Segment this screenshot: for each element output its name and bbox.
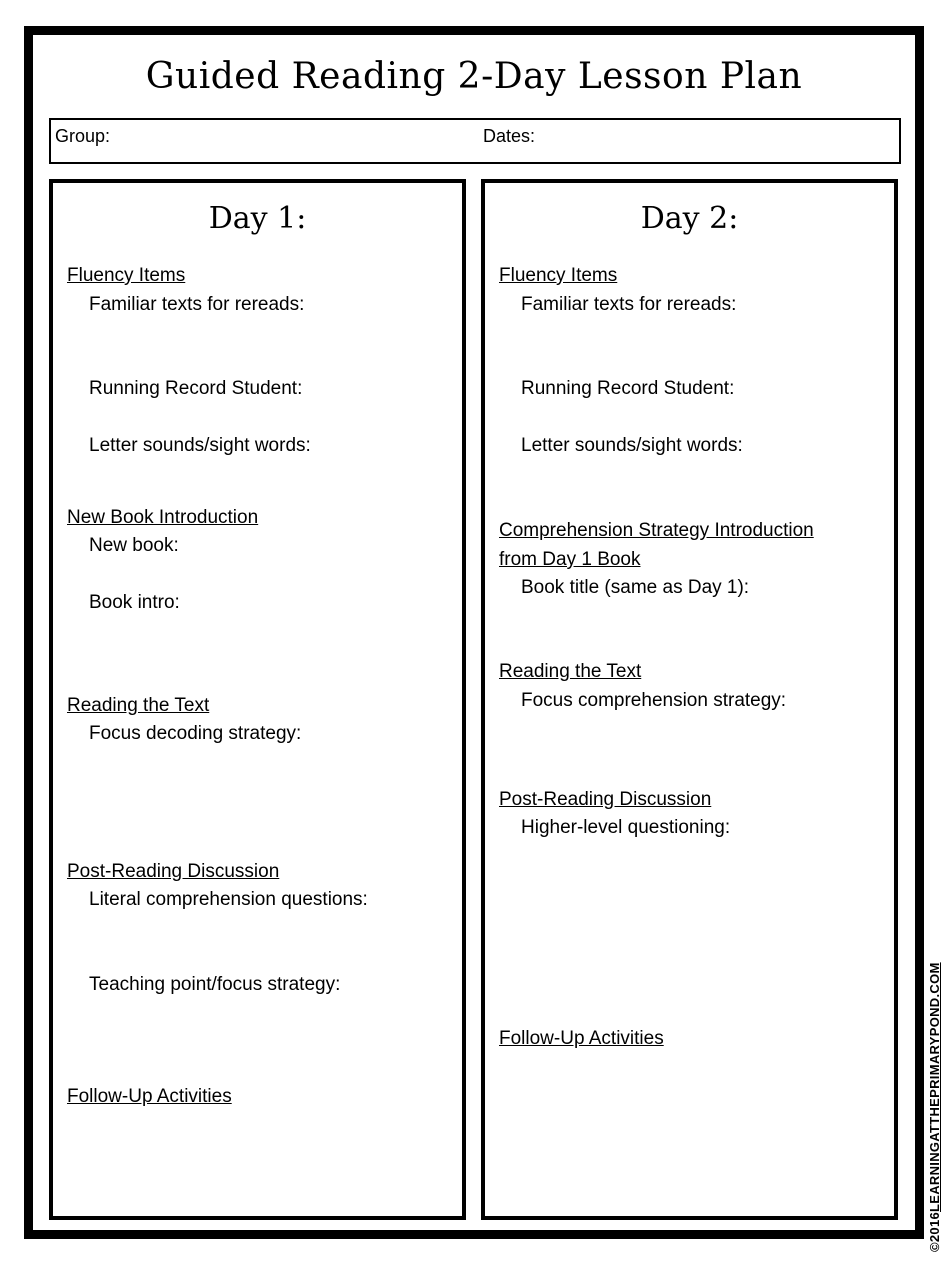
day-2-familiar-texts: Familiar texts for rereads: — [521, 294, 737, 315]
day-2-letter-sounds: Letter sounds/sight words: — [521, 435, 743, 456]
day-1-teaching-point: Teaching point/focus strategy: — [89, 974, 341, 995]
day-1-reading-heading: Reading the Text — [67, 695, 210, 716]
day-1-familiar-texts: Familiar texts for rereads: — [89, 294, 305, 315]
day-2-comprehension-heading-line1: Comprehension Strategy Introduction — [499, 520, 814, 541]
day-1-fluency-heading: Fluency Items — [67, 265, 186, 286]
day-2-higher-level-questioning: Higher-level questioning: — [521, 817, 731, 838]
group-dates-box — [49, 118, 901, 164]
day-2-focus-comprehension: Focus comprehension strategy: — [521, 690, 787, 711]
day-2-heading: Day 2: — [640, 201, 739, 236]
day-1-heading: Day 1: — [208, 201, 307, 236]
day-1-focus-decoding: Focus decoding strategy: — [89, 723, 302, 744]
day-2-reading-heading: Reading the Text — [499, 661, 642, 682]
day-2-fluency-heading: Fluency Items — [499, 265, 618, 286]
day-2-column — [481, 179, 898, 1220]
day-2-comprehension-heading-line2: from Day 1 Book — [499, 549, 641, 570]
copyright-year: ©2016 — [927, 1212, 942, 1252]
day-1-literal-questions: Literal comprehension questions: — [89, 889, 368, 910]
day-1-new-book: New book: — [89, 535, 179, 556]
day-1-follow-up-heading: Follow-Up Activities — [67, 1086, 232, 1107]
day-1-column — [49, 179, 466, 1220]
group-label: Group: — [55, 126, 111, 146]
day-1-new-book-heading: New Book Introduction — [67, 507, 259, 528]
day-2-running-record: Running Record Student: — [521, 378, 735, 399]
day-2-follow-up-heading: Follow-Up Activities — [499, 1028, 664, 1049]
page-title: Guided Reading 2-Day Lesson Plan — [145, 56, 803, 97]
day-1-letter-sounds: Letter sounds/sight words: — [89, 435, 311, 456]
copyright-site: LEARNINGATTHEPRIMARYPOND.COM — [927, 962, 942, 1212]
day-1-book-intro: Book intro: — [89, 592, 180, 613]
day-2-book-title: Book title (same as Day 1): — [521, 577, 750, 598]
day-1-running-record: Running Record Student: — [89, 378, 303, 399]
copyright-notice — [927, 952, 942, 1252]
lesson-plan-page — [24, 26, 924, 1239]
day-1-discussion-heading: Post-Reading Discussion — [67, 861, 280, 882]
dates-label: Dates: — [483, 126, 536, 146]
day-2-discussion-heading: Post-Reading Discussion — [499, 789, 712, 810]
